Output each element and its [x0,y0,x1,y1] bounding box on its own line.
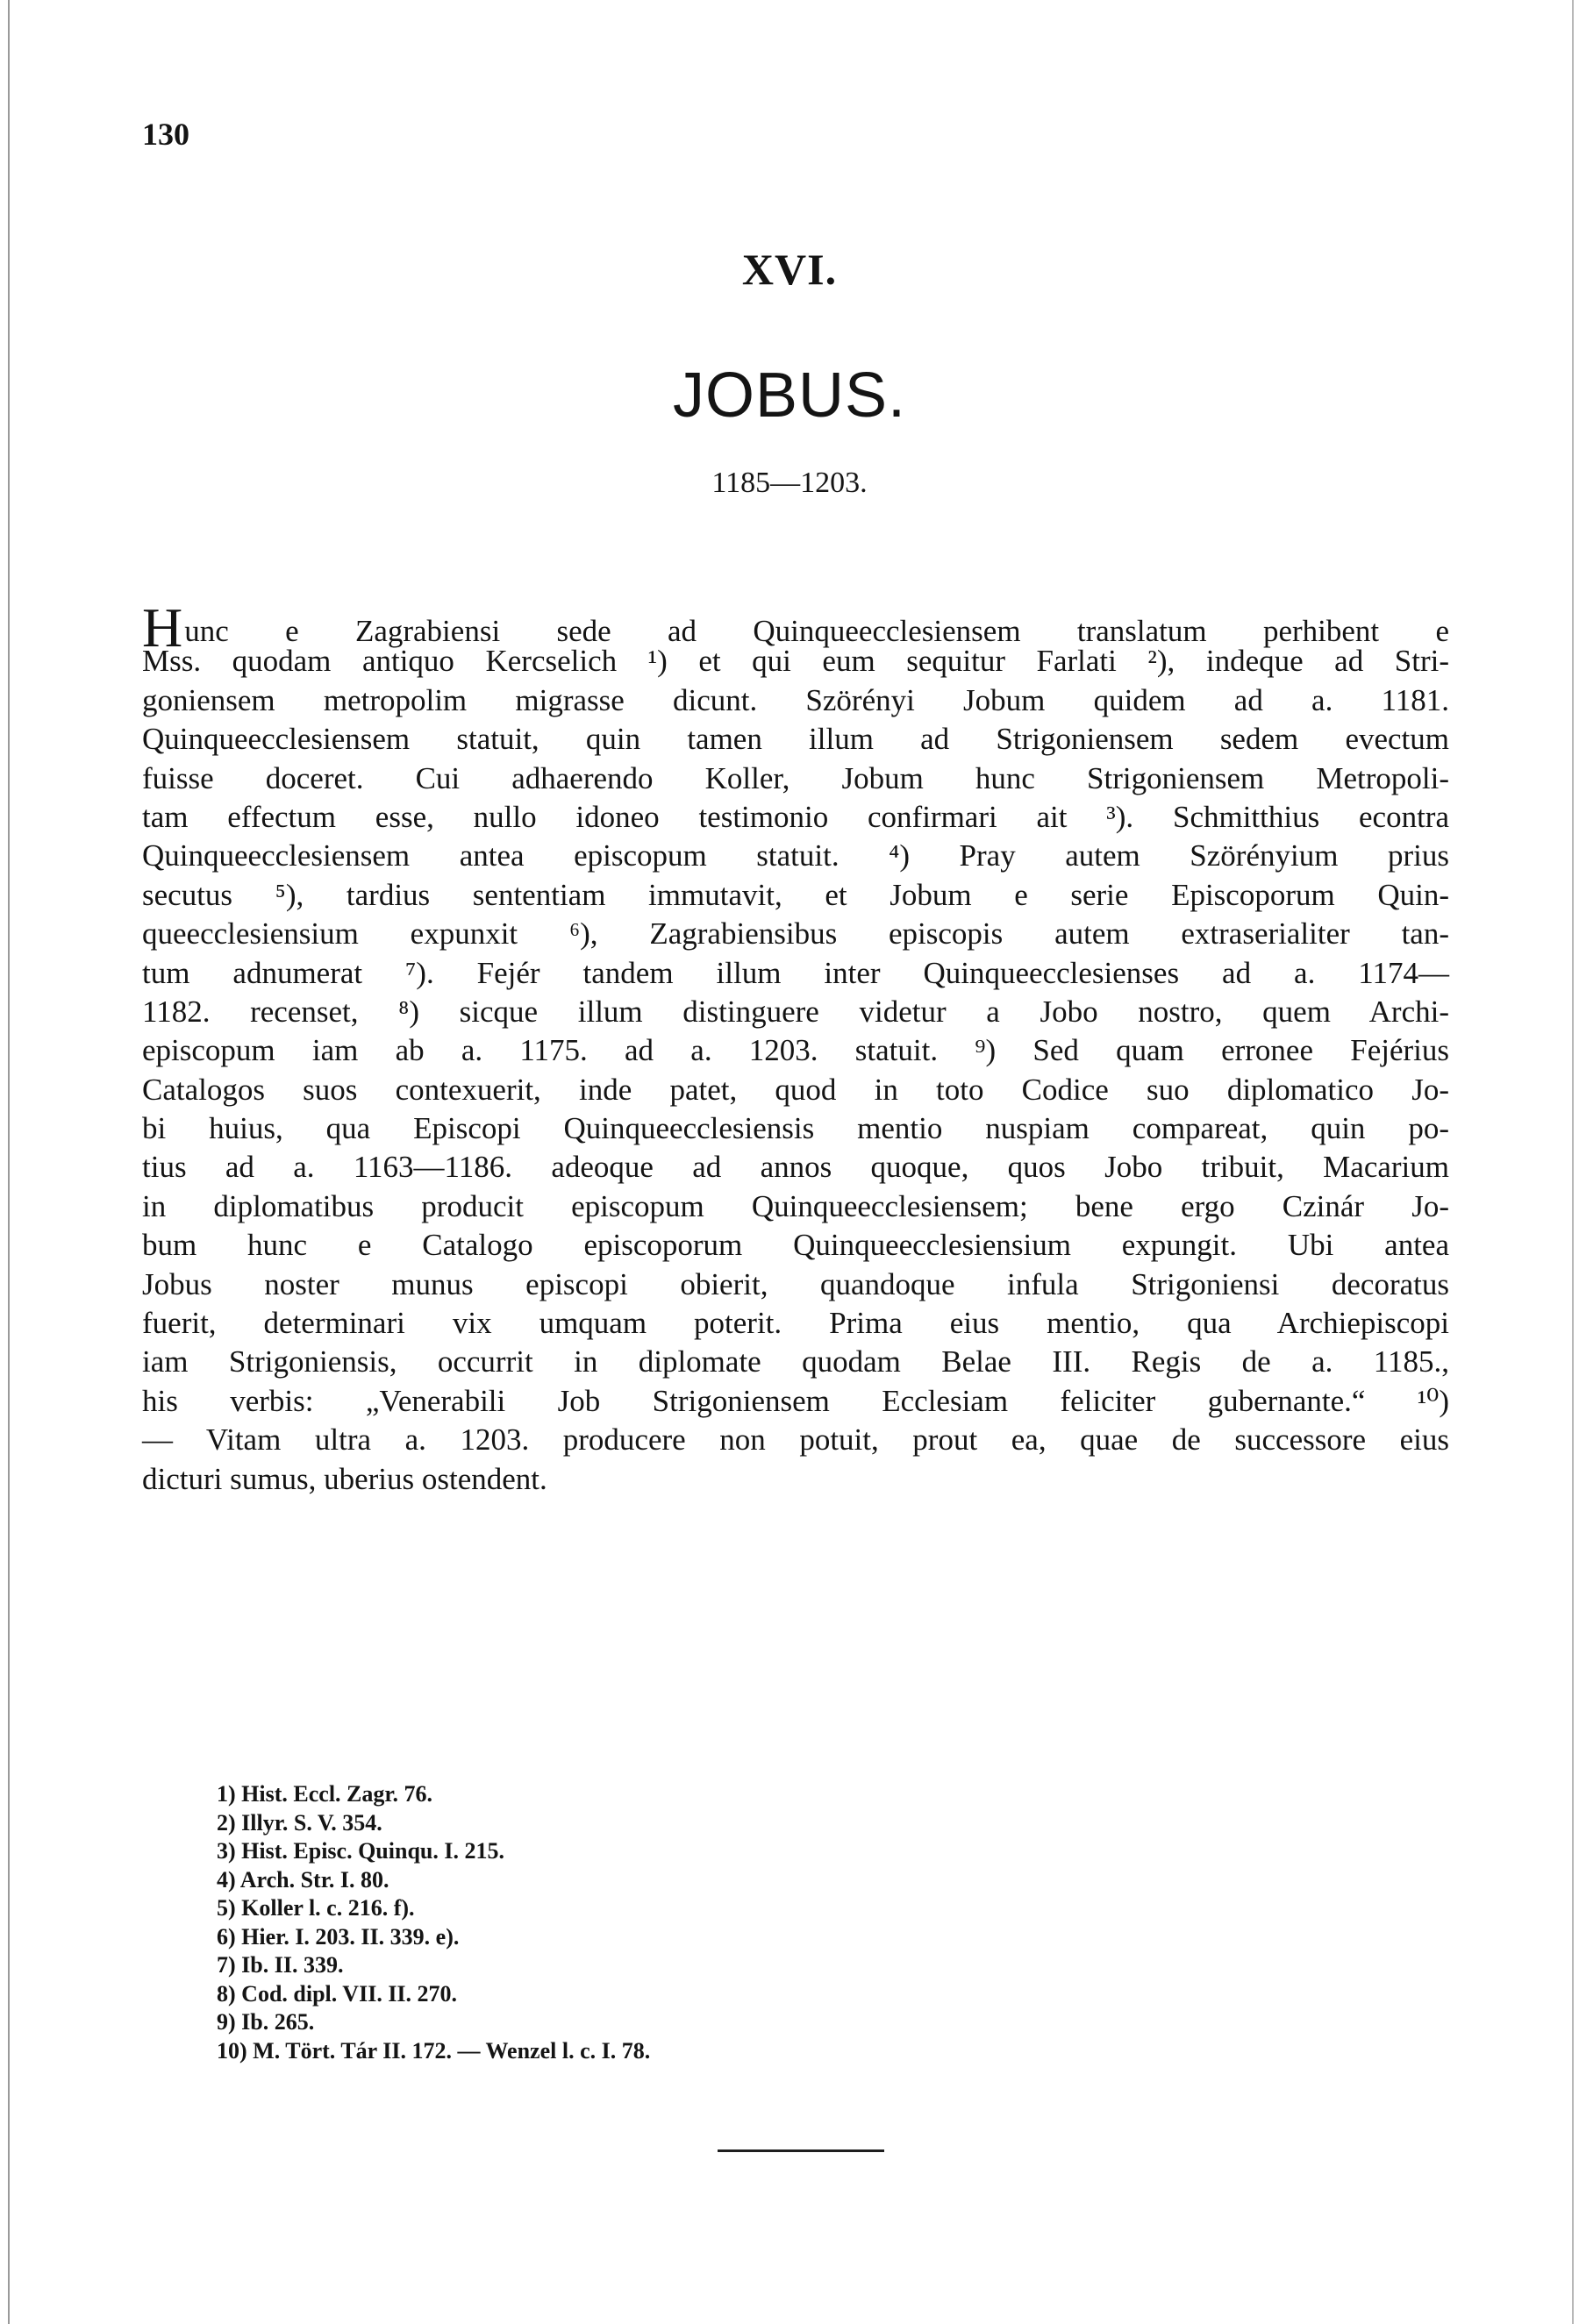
footnote-number: 8) [217,1980,236,2007]
body-line: fuisse doceret. Cui adhaerendo Koller, Jobum hunc Strigoniensem Metropoli- [142,760,1449,795]
footnote-text: Hist. Eccl. Zagr. 76. [241,1781,433,1807]
scan-edge-left [8,0,10,2324]
body-line: secutus ⁵), tardius sententiam immutavit, et Jobum e serie Episcoporum Quin- [142,877,1449,912]
footnote-number: 1) [217,1781,236,1807]
body-line: bi huius, qua Episcopi Quinqueecclesiensis mentio nuspiam compareat, quin po- [142,1111,1449,1146]
body-text [142,596,1449,1499]
footnote [217,2037,1006,2066]
footnote-number: 4) [217,1866,236,1893]
footnote [217,1866,1006,1895]
scan-edge-right [1572,0,1574,2324]
body-line: bum hunc e Catalogo episcoporum Quinqueecclesiensium expungit. Ubi antea [142,1228,1449,1263]
body-line: Jobus noster munus episcopi obierit, quandoque infula Strigoniensi decoratus [142,1266,1449,1301]
body-line: tam effectum esse, nullo idoneo testimonio confirmari ait ³). Schmitthius econtra [142,799,1449,834]
footnote-number: 6) [217,1923,236,1950]
body-line: episcopum iam ab a. 1175. ad a. 1203. statuit. ⁹) Sed quam erronee Fejérius [142,1033,1449,1068]
footnote [217,1837,1006,1866]
body-line: his verbis: „Venerabili Job Strigoniensem Ecclesiam feliciter gubernante.“ ¹⁰) [142,1383,1449,1418]
body-line: Quinqueecclesiensem statuit, quin tamen illum ad Strigoniensem sedem evectum [142,722,1449,757]
footnote [217,1780,1006,1809]
body-line: tum adnumerat ⁷). Fejér tandem illum inter Quinqueecclesienses ad a. 1174— [142,955,1449,990]
footnote-text: Hier. I. 203. II. 339. e). [241,1923,460,1950]
footnote-text: Ib. II. 339. [241,1952,344,1978]
body-line: goniensem metropolim migrasse dicunt. Szörényi Jobum quidem ad a. 1181. [142,682,1449,717]
footnote-number: 2) [217,1809,236,1836]
page-number: 130 [142,117,189,152]
body-line: iam Strigoniensis, occurrit in diplomate quodam Belae III. Regis de a. 1185., [142,1344,1449,1379]
body-line: Catalogos suos contexuerit, inde patet, quod in toto Codice suo diplomatico Jo- [142,1072,1449,1107]
body-line: queecclesiensium expunxit ⁶), Zagrabiensibus episcopis autem extraserialiter tan- [142,916,1449,952]
body-line [142,596,1449,659]
chapter-title: JOBUS. [672,360,907,431]
footnote-text: Hist. Episc. Quinqu. I. 215. [241,1838,504,1864]
footnote-text: Cod. dipl. VII. II. 270. [241,1980,458,2007]
footnote [217,1923,1006,1952]
footnote-number: 9) [217,2009,236,2035]
footnote-number: 10) [217,2037,247,2064]
footnote [217,1980,1006,2009]
body-line: Mss. quodam antiquo Kercselich ¹) et qui eum sequitur Farlati ²), indeque ad Stri- [142,644,1449,679]
footnote-number: 7) [217,1952,236,1978]
body-line: in diplomatibus producit episcopum Quinqueecclesiensem; bene ergo Czinár Jo- [142,1188,1449,1223]
chapter-numeral: XVI. [741,245,838,294]
footnote-number: 3) [217,1838,236,1864]
footnote-text: M. Tört. Tár II. 172. — Wenzel l. c. I. 78. [253,2037,651,2064]
drop-cap: H [142,596,183,659]
body-line: tius ad a. 1163—1186. adeoque ad annos quoque, quos Jobo tribuit, Macarium [142,1150,1449,1185]
footnote-number: 5) [217,1895,236,1921]
footnote-text: Arch. Str. I. 80. [239,1866,389,1893]
body-line: fuerit, determinari vix umquam poterit. Prima eius mentio, qua Archiepiscopi [142,1306,1449,1341]
end-rule [718,2149,884,2152]
footnotes [217,1780,1006,2065]
body-line-text: unc e Zagrabiensi sede ad Quinqueecclesiensem translatum perhibent e [184,614,1449,648]
body-line: 1182. recenset, ⁸) sicque illum distinguere videtur a Jobo nostro, quem Archi- [142,994,1449,1029]
chapter-dates: 1185—1203. [711,467,868,499]
footnote [217,1894,1006,1923]
footnote-text: Ib. 265. [241,2009,315,2035]
footnote [217,1809,1006,1838]
footnote-text: Illyr. S. V. 354. [241,1809,382,1836]
footnote-text: Koller l. c. 216. f). [241,1895,415,1921]
body-line: Quinqueecclesiensem antea episcopum statuit. ⁴) Pray autem Szörényium prius [142,838,1449,873]
body-line: — Vitam ultra a. 1203. producere non potuit, prout ea, quae de successore eius [142,1422,1449,1458]
footnote [217,1951,1006,1980]
body-line: dicturi sumus, uberius ostendent. [142,1461,547,1496]
footnote [217,2008,1006,2037]
